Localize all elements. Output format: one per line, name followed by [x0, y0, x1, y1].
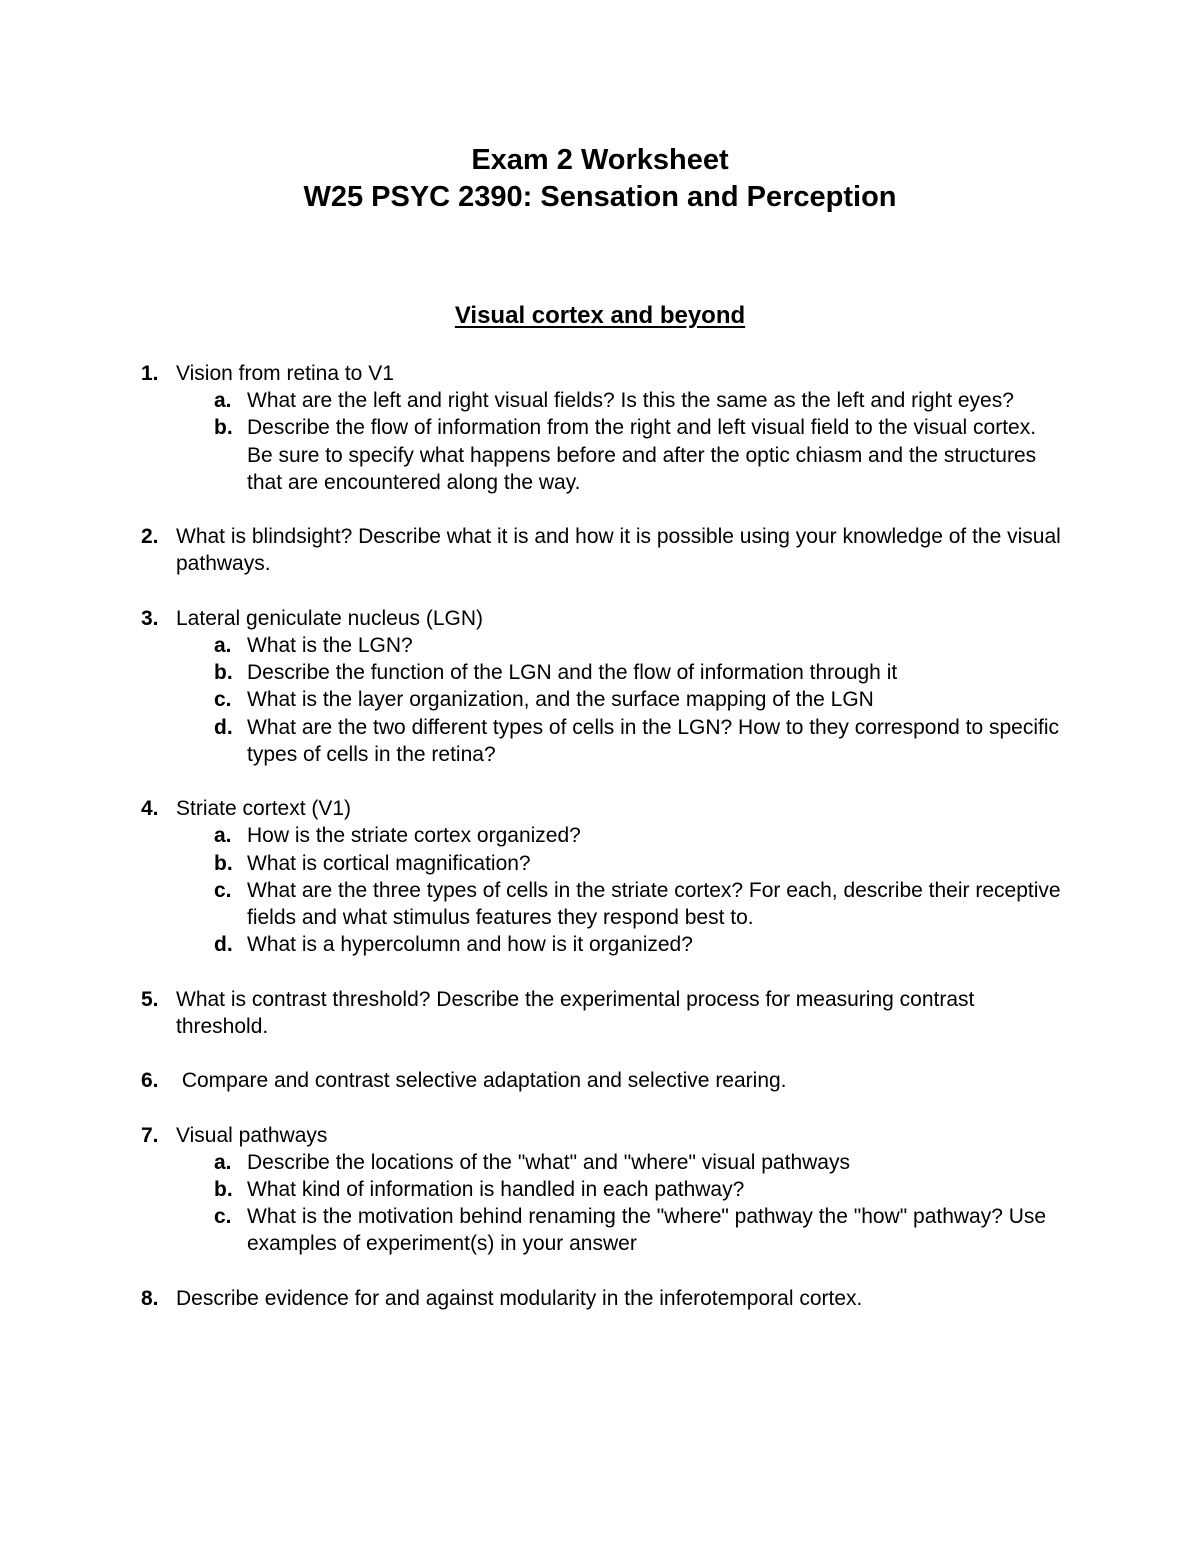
- course-title: W25 PSYC 2390: Sensation and Perception: [303, 181, 897, 213]
- question-item: [137, 605, 1067, 768]
- question-number: 8.: [141, 1286, 159, 1310]
- question-text: Visual pathways: [176, 1123, 328, 1147]
- question-number: 6.: [141, 1069, 159, 1093]
- subquestion-text: What are the three types of cells in the striate cortex? For each, describe their receptive fields and what stimulus features they respond best to.: [247, 878, 1061, 930]
- subquestion-letter: b.: [214, 1178, 233, 1201]
- subquestion-text: Describe the locations of the "what" and "where" visual pathways: [247, 1150, 850, 1174]
- subquestion-text: What is cortical magnification?: [247, 851, 531, 875]
- page-title: Exam 2 Worksheet: [471, 144, 729, 176]
- subquestion-letter: c.: [214, 688, 232, 712]
- subquestion-item: [176, 632, 1067, 659]
- subquestion-text: What kind of information is handled in each pathway?: [247, 1178, 745, 1201]
- subquestion-item: [176, 850, 1067, 877]
- subquestion-text: What are the two different types of cells in the LGN? How to they correspond to specific types of cells in the retina?: [247, 715, 1060, 766]
- question-text: Vision from retina to V1: [176, 362, 394, 385]
- subquestion-item: [176, 387, 1067, 414]
- subquestion-item: [176, 659, 1067, 686]
- subquestion-list: [176, 822, 1067, 958]
- subquestion-item: [176, 1176, 1067, 1203]
- subquestion-list: [176, 1149, 1067, 1258]
- question-text: What is blindsight? Describe what it is and how it is possible using your knowledge of the visual pathways.: [176, 525, 1061, 576]
- subquestion-list: [176, 632, 1067, 768]
- subquestion-item: [176, 822, 1067, 849]
- question-number: 5.: [141, 987, 159, 1011]
- subquestion-item: [176, 1203, 1067, 1257]
- subquestion-letter: b.: [214, 661, 233, 685]
- subquestion-letter: d.: [214, 933, 233, 957]
- question-number: 2.: [141, 525, 159, 549]
- question-text: Compare and contrast selective adaptation and selective rearing.: [176, 1069, 787, 1093]
- question-item: [137, 1067, 1067, 1094]
- question-list: [137, 360, 1067, 1339]
- subquestion-item: [176, 931, 1067, 958]
- subquestion-letter: b.: [214, 851, 233, 875]
- question-number: 4.: [141, 797, 159, 821]
- question-text: Describe evidence for and against modularity in the inferotemporal cortex.: [176, 1286, 863, 1310]
- subquestion-letter: a.: [214, 389, 232, 413]
- subquestion-item: [176, 1149, 1067, 1176]
- question-item: [137, 986, 1067, 1040]
- question-item: [137, 523, 1067, 577]
- subquestion-letter: a.: [214, 634, 232, 657]
- subquestion-text: What is the layer organization, and the surface mapping of the LGN: [247, 688, 874, 712]
- question-number: 1.: [141, 362, 159, 385]
- question-item: [137, 795, 1067, 958]
- subquestion-item: [176, 414, 1067, 496]
- question-number: 7.: [141, 1123, 159, 1147]
- subquestion-letter: a.: [214, 1150, 232, 1174]
- subquestion-letter: a.: [214, 824, 232, 848]
- section-heading: Visual cortex and beyond: [454, 302, 746, 329]
- question-text: Striate cortext (V1): [176, 797, 352, 821]
- question-item: [137, 1285, 1067, 1312]
- subquestion-list: [176, 387, 1067, 496]
- question-text: Lateral geniculate nucleus (LGN): [176, 606, 484, 630]
- subquestion-letter: c.: [214, 1205, 232, 1229]
- subquestion-item: [176, 714, 1067, 768]
- subquestion-text: What is a hypercolumn and how is it organized?: [247, 933, 693, 957]
- subquestion-text: What is the motivation behind renaming the "where" pathway the "how" pathway? Use examples of experiment(s) in your answer: [247, 1205, 1047, 1256]
- subquestion-text: How is the striate cortex organized?: [247, 824, 581, 848]
- subquestion-item: [176, 686, 1067, 713]
- subquestion-text: What are the left and right visual fields? Is this the same as the left and right eyes?: [247, 389, 1014, 413]
- subquestion-letter: d.: [214, 715, 233, 739]
- subquestion-text: Describe the function of the LGN and the flow of information through it: [247, 661, 898, 685]
- question-number: 3.: [141, 606, 159, 630]
- question-item: [137, 1122, 1067, 1258]
- subquestion-text: What is the LGN?: [247, 634, 413, 657]
- subquestion-letter: b.: [214, 416, 233, 440]
- subquestion-item: [176, 877, 1067, 931]
- question-text: What is contrast threshold? Describe the experimental process for measuring contrast threshold.: [176, 987, 975, 1038]
- question-item: [137, 360, 1067, 496]
- subquestion-text: Describe the flow of information from the right and left visual field to the visual cortex. Be sure to specify what happens before and after the optic chiasm and the structures that are encountered along the way.: [247, 416, 1037, 494]
- subquestion-letter: c.: [214, 878, 232, 902]
